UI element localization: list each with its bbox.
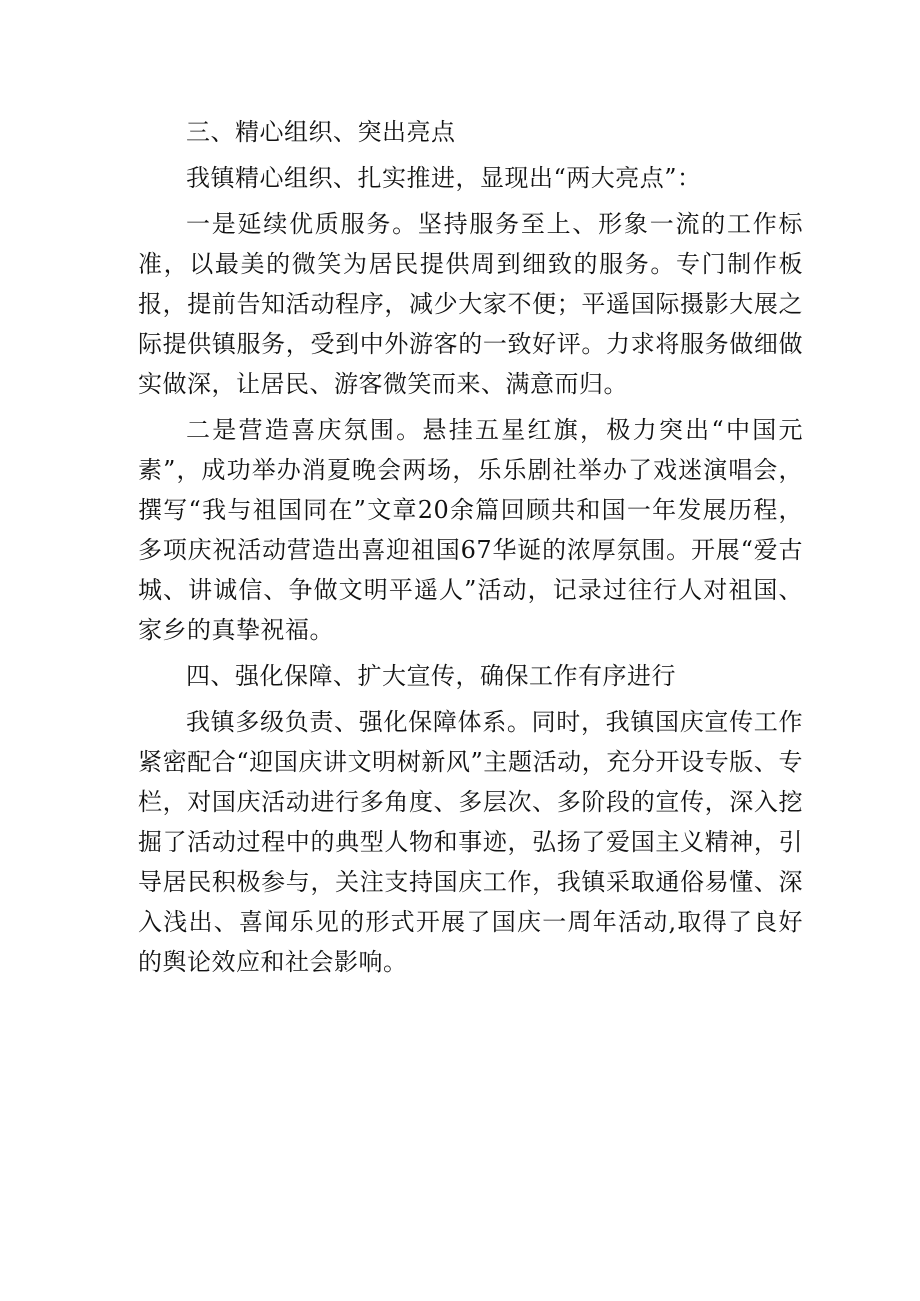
document-body bbox=[138, 112, 803, 988]
section-3-point-2: 二是营造喜庆氛围。悬挂五星红旗，极力突出“中国元素”，成功举办消夏晚会两场，乐乐剧社举办了戏迷演唱会，撰写“我与祖国同在”文章20余篇回顾共和国一年发展历程，多项庆祝活动营造出喜迎祖国67华诞的浓厚氛围。开展“爱古城、讲诚信、争做文明平遥人”活动，记录过往行人对祖国、家乡的真挚祝福。 bbox=[138, 416, 803, 644]
section-4-heading: 四、强化保障、扩大宣传，确保工作有序进行 bbox=[186, 662, 676, 690]
section-3-intro: 我镇精心组织、扎实推进，显现出“两大亮点”： bbox=[186, 164, 702, 192]
section-3-heading: 三、精心组织、突出亮点 bbox=[186, 118, 456, 146]
section-3-point-1: 一是延续优质服务。坚持服务至上、形象一流的工作标准，以最美的微笑为居民提供周到细致的服务。专门制作板报，提前告知活动程序，减少大家不便；平遥国际摄影大展之际提供镇服务，受到中外游客的一致好评。力求将服务做细做实做深，让居民、游客微笑而来、满意而归。 bbox=[138, 210, 803, 398]
section-4-body: 我镇多级负责、强化保障体系。同时，我镇国庆宣传工作紧密配合“迎国庆讲文明树新风”主题活动，充分开设专版、专栏，对国庆活动进行多角度、多层次、多阶段的宣传，深入挖掘了活动过程中的典型人物和事迹，弘扬了爱国主义精神，引导居民积极参与，关注支持国庆工作，我镇采取通俗易懂、深入浅出、喜闻乐见的形式开展了国庆一周年活动,取得了良好的舆论效应和社会影响。 bbox=[138, 708, 803, 976]
